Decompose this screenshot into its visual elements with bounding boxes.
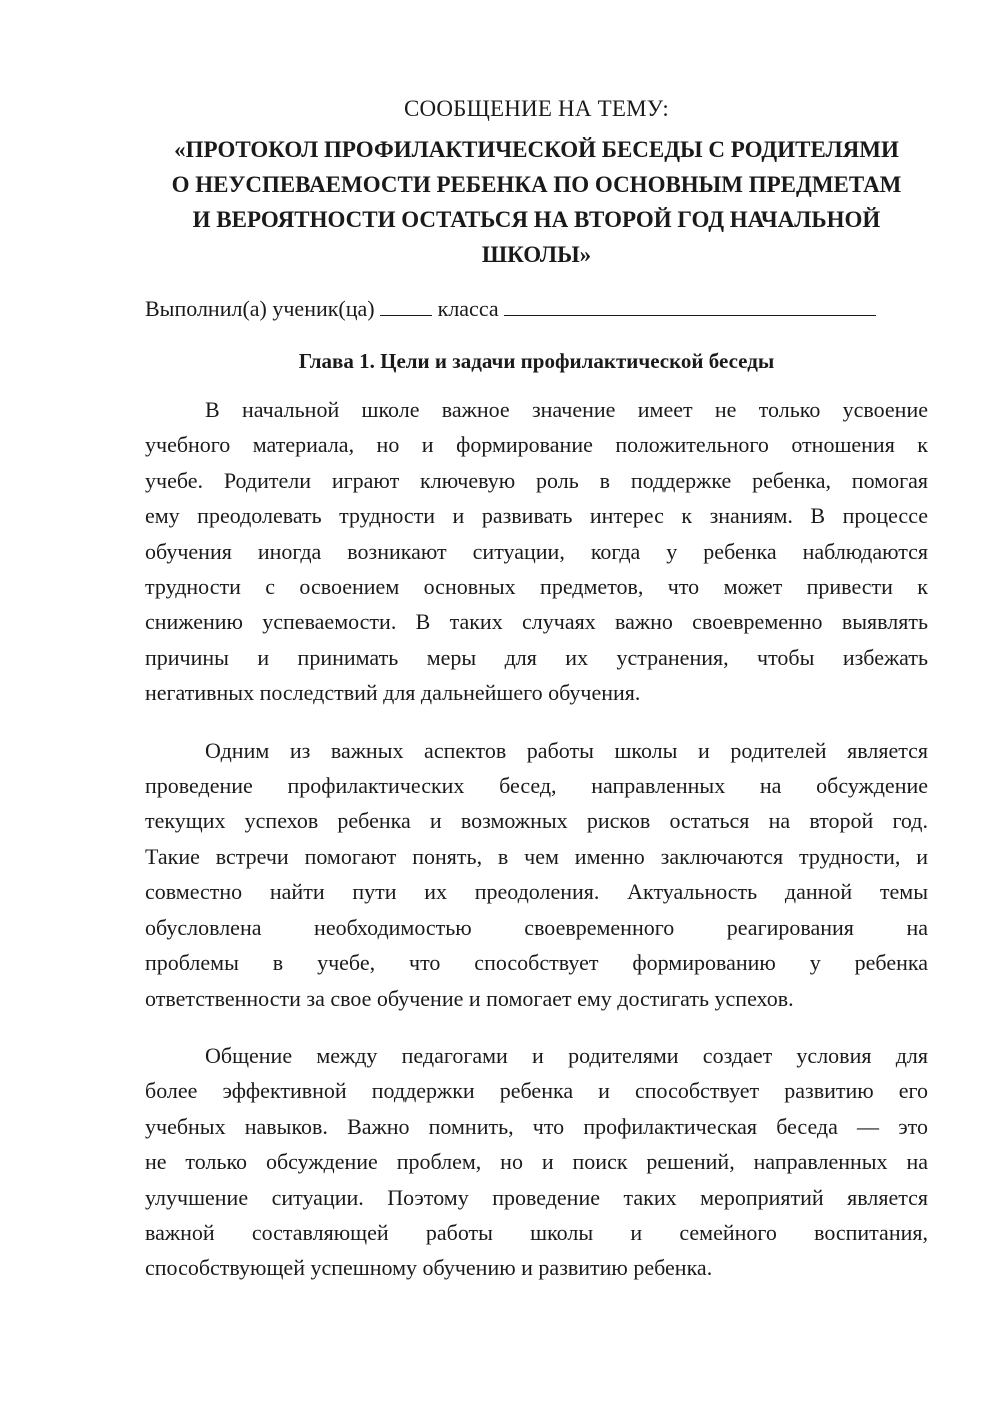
chapter-heading: Глава 1. Цели и задачи профилактической беседы xyxy=(298,349,775,373)
paragraph-line: учебного материала, но и формирование положительного отношения к xyxy=(145,432,928,458)
paragraph-line: важной составляющей работы школы и семейного воспитания, xyxy=(145,1219,928,1245)
paragraph-line: Одним из важных аспектов работы школы и родителей является xyxy=(205,737,928,763)
paragraph-line: обучения иногда возникают ситуации, когда у ребенка наблюдаются xyxy=(145,538,928,564)
title-line: ШКОЛЫ» xyxy=(481,242,592,267)
paragraph-line: проблемы в учебе, что способствует формированию у ребенка xyxy=(145,950,928,976)
paragraph-line: улучшение ситуации. Поэтому проведение таких мероприятий является xyxy=(145,1184,928,1210)
paragraph-line: Такие встречи помогают понять, в чем именно заключаются трудности, и xyxy=(145,843,928,869)
paragraph-line: причины и принимать меры для их устранения, чтобы избежать xyxy=(145,644,928,670)
paragraph-line: ответственности за свое обучение и помогает ему достигать успехов. xyxy=(145,985,794,1011)
author-label: Выполнил(а) ученик(ца) xyxy=(145,296,375,321)
document-body xyxy=(145,92,928,1286)
paragraph-line: совместно найти пути их преодоления. Актуальность данной темы xyxy=(145,879,928,905)
paragraph xyxy=(145,392,928,711)
title-line: «ПРОТОКОЛ ПРОФИЛАКТИЧЕСКОЙ БЕСЕДЫ С РОДИТЕЛЯМИ xyxy=(174,137,899,162)
paragraph-line: обусловлена необходимостью своевременного реагирования на xyxy=(145,914,928,940)
paragraph-line: более эффективной поддержки ребенка и способствует развитию его xyxy=(145,1078,928,1104)
title-line: И ВЕРОЯТНОСТИ ОСТАТЬСЯ НА ВТОРОЙ ГОД НАЧАЛЬНОЙ xyxy=(192,207,881,232)
paragraph-line: текущих успехов ребенка и возможных рисков остаться на второй год. xyxy=(145,808,928,834)
paragraph-line: негативных последствий для дальнейшего обучения. xyxy=(145,680,641,706)
paragraph-line: способствующей успешному обучению и развитию ребенка. xyxy=(145,1255,713,1281)
paragraph-line: трудности с освоением основных предметов, что может привести к xyxy=(145,574,928,600)
paragraph-line: не только обсуждение проблем, но и поиск решений, направленных на xyxy=(145,1149,928,1175)
paragraph-line: Общение между педагогами и родителями создает условия для xyxy=(205,1042,928,1068)
paragraph-line: проведение профилактических бесед, направленных на обсуждение xyxy=(145,773,928,799)
paragraph-line: В начальной школе важное значение имеет не только усвоение xyxy=(205,397,928,422)
author-line xyxy=(145,294,928,324)
title-line: О НЕУСПЕВАЕМОСТИ РЕБЕНКА ПО ОСНОВНЫМ ПРЕДМЕТАМ xyxy=(171,172,902,197)
grade-blank[interactable] xyxy=(380,297,432,316)
document-title xyxy=(145,132,928,272)
paragraph-line: ему преодолевать трудности и развивать интерес к знаниям. В процессе xyxy=(145,503,928,529)
name-blank[interactable] xyxy=(504,297,876,316)
class-label: класса xyxy=(437,296,499,321)
paragraph-line: учебных навыков. Важно помнить, что профилактическая беседа — это xyxy=(145,1113,928,1139)
paragraph-line: снижению успеваемости. В таких случаях важно своевременно выявлять xyxy=(145,609,928,635)
paragraph-line: учебе. Родители играют ключевую роль в поддержке ребенка, помогая xyxy=(145,467,928,493)
paragraph xyxy=(145,733,928,1016)
document-kicker: СООБЩЕНИЕ НА ТЕМУ: xyxy=(404,96,669,121)
paragraph xyxy=(145,1038,928,1286)
